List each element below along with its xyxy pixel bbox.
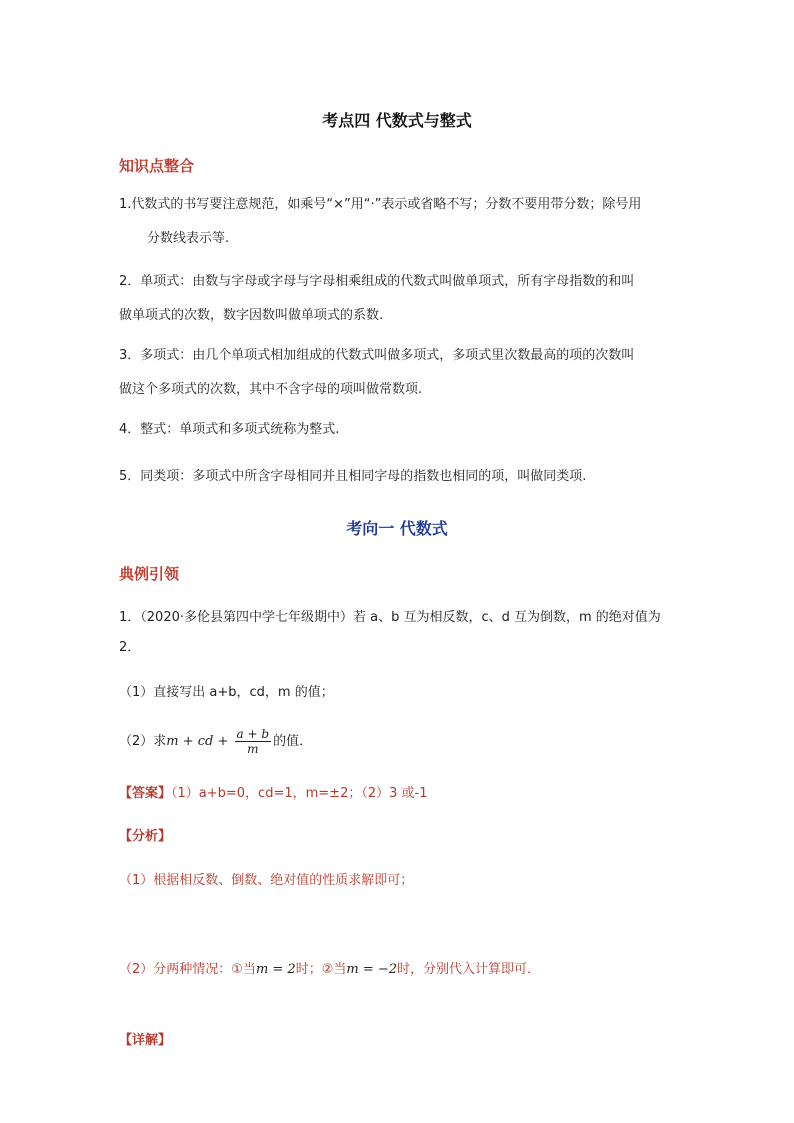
knowledge-item-4: [119, 413, 679, 447]
part-2-suffix: 的值．: [273, 734, 313, 749]
section-subtitle: 考向一 代数式: [346, 519, 448, 538]
knowledge-item-3-line1: 3．多项式：由几个单项式相加组成的代数式叫做多项式，多项式里次数最高的项的次数叫: [119, 348, 635, 363]
analysis-label: [119, 822, 679, 852]
question-1-line1: 1．（2020·多伦县第四中学七年级期中）若 a、b 互为相反数，c、d 互为倒数，m 的绝对值为: [119, 610, 661, 625]
section-heading-knowledge: 知识点整合: [119, 157, 195, 175]
knowledge-item-3-line2: 做这个多项式的次数，其中不含字母的项叫做常数项.: [119, 382, 423, 397]
detail-label: [119, 1026, 679, 1056]
analysis-2-part-a: （2）分两种情况：①当: [119, 962, 256, 977]
knowledge-item-5-line1: 5．同类项：多项式中所含字母相同并且相同字母的指数也相同的项，叫做同类项.: [119, 469, 587, 484]
analysis-2-part-c: 时，分别代入计算即可．: [397, 962, 541, 977]
knowledge-item-1-line1: 1.代数式的书写要注意规范，如乘号“×”用“·”表示或省略不写；分数不要用带分数；除号用: [119, 197, 642, 212]
analysis-2-m2: m = −2: [346, 962, 398, 977]
knowledge-item-2-line2: 做单项式的次数，数字因数叫做单项式的系数.: [119, 308, 384, 323]
answer-text: （1）a+b=0，cd=1，m=±2；（2）3 或-1: [171, 786, 428, 801]
fraction: [235, 727, 272, 756]
knowledge-item-2-line1: 2．单项式：由数与字母或字母与字母相乘组成的代数式叫做单项式，所有字母指数的和叫: [119, 274, 635, 289]
answer-label: 【答案】: [119, 786, 172, 801]
knowledge-item-5: [119, 460, 679, 494]
fraction-numerator: a + b: [236, 727, 270, 741]
knowledge-item-4-line1: 4．整式：单项式和多项式统称为整式.: [119, 422, 340, 437]
analysis-label-text: 【分析】: [119, 829, 172, 844]
knowledge-item-3: [119, 339, 679, 407]
answer-line: [119, 779, 679, 809]
knowledge-item-1: [119, 188, 679, 256]
fraction-denominator: m: [247, 742, 259, 756]
question-part-2: [119, 722, 679, 762]
detail-label-text: 【详解】: [119, 1033, 172, 1048]
analysis-2-m1: m = 2: [255, 962, 296, 977]
knowledge-item-1-line2: 分数线表示等.: [147, 231, 230, 246]
analysis-step-2: [119, 955, 679, 985]
question-part-1: （1）直接写出 a+b，cd，m 的值；: [119, 685, 334, 700]
analysis-step-1: （1）根据相反数、倒数、绝对值的性质求解即可；: [119, 873, 414, 888]
question-1: [119, 603, 679, 663]
part-2-prefix: （2）求: [119, 734, 167, 749]
question-1-line2: 2．: [119, 640, 141, 655]
knowledge-item-2: [119, 265, 679, 333]
section-heading-example: 典例引领: [119, 565, 180, 583]
part-2-expression: m + cd +: [166, 734, 229, 749]
analysis-2-part-b: 时；②当: [295, 962, 347, 977]
page-title: 考点四 代数式与整式: [322, 111, 472, 130]
